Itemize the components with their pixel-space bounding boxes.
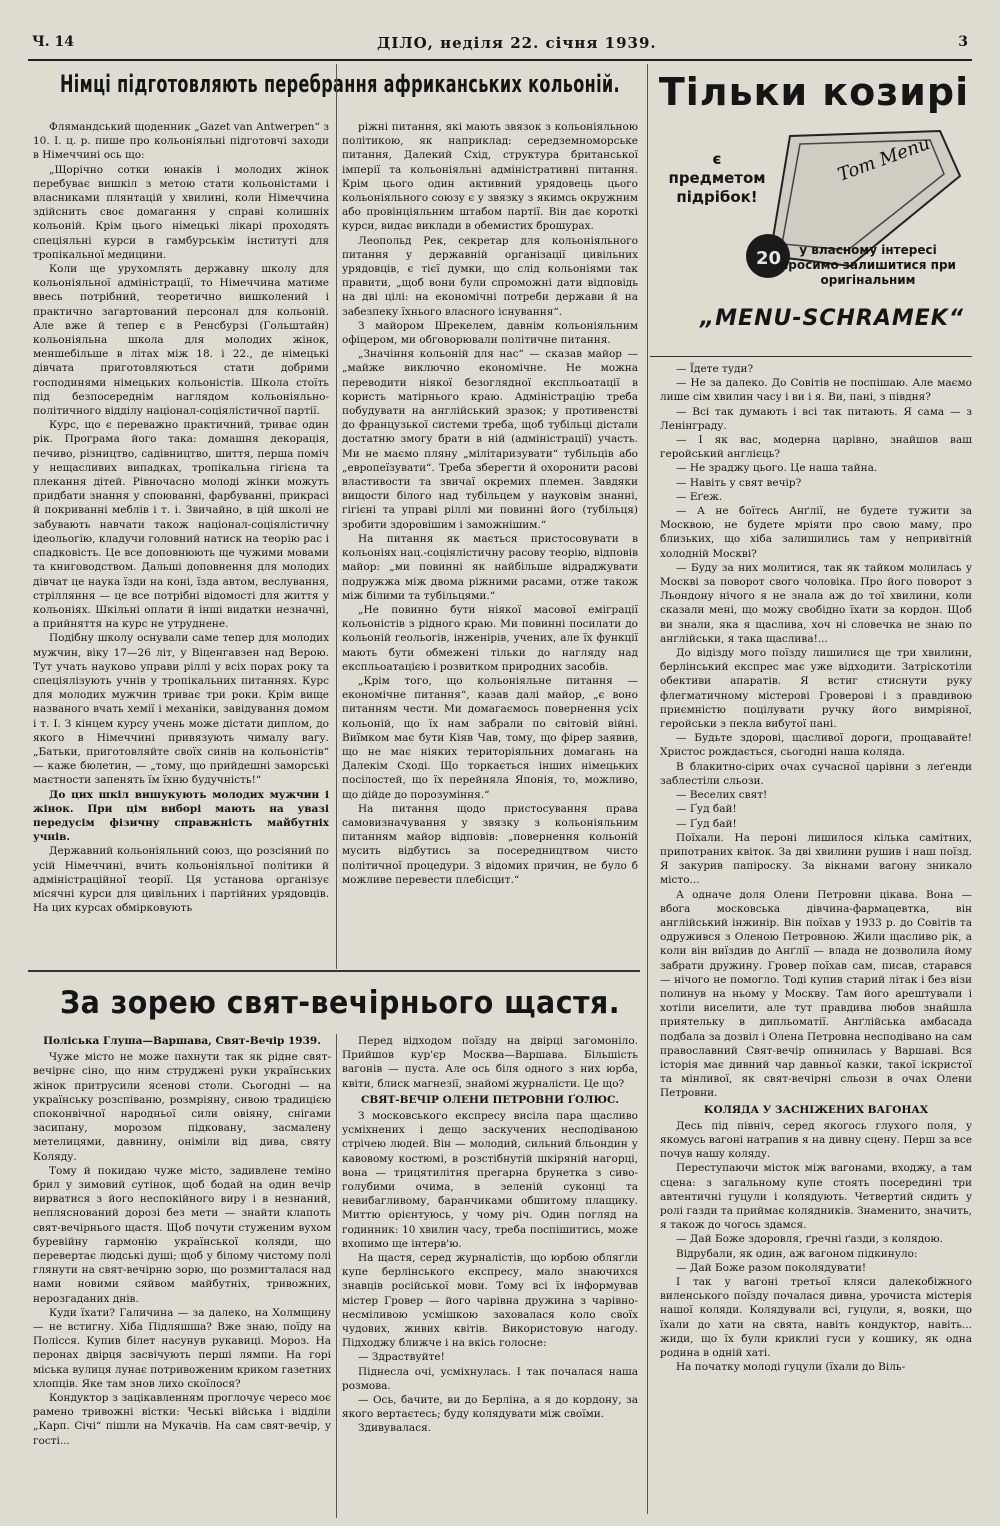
paragraph: Чуже місто не може пахнути так як рідне свят-вечірнє сіно, що ним струджені руки українських жінок притрусили ясенові столи. Сьогодні — на українську розспіваню, розмріяну, сивою традицією споконвічної народньої сили овіяну, снігами засипану, морозом підковану, засмалену метелицями, давнину, оніміли від дива, святу Коляду. bbox=[33, 1051, 331, 1163]
article1-headline: Німці підготовляють перебрання африканських кольоній. bbox=[60, 70, 620, 98]
paragraph: Здивувалася. bbox=[358, 1422, 432, 1435]
article2-column2 bbox=[342, 1034, 638, 1518]
ad-brand: „MENU-SCHRAMEK“ bbox=[700, 306, 965, 331]
paragraph: До цих шкіл вишукують молодих мужчин і жінок. При цім виборі мають на увазі передусім фізичну справжність майбутніх учнів. bbox=[33, 788, 329, 844]
paragraph: — Еґеж. bbox=[676, 490, 723, 503]
subheading: КОЛЯДА У ЗАСНІЖЕНИХ ВАГОНАХ bbox=[703, 1103, 929, 1116]
paragraph: До відізду мого поїзду лишилися ще три хвилини, берлінський експрес має уже відходити. Затріскотіли обективи апаратів. Я встиг стиснути руку флегматичному містерові Гроверові і з правдивою приємністю поцілувати ручку його вимріяної, геройськи з пекла вибутої пані. bbox=[660, 647, 972, 731]
paragraph: Подібну школу оснували саме тепер для молодих мужчин, віку 17—26 літ, у Віценгавзен над Верою. Тут учать науково управи ріллі у всіх порах року та спеціялізують учнів у тропікальних питаннях. Курс для молодих мужчин триває три роки. Крім вище названого вчать хемії і механіки, завідування домом і т. І. З кінцем курсу учень може дістати диплом, до якого в Німеччині привязують чималу вагу. „Батьки, приготовляйте своїх синів на кольоністів“ — каже бюлетин, — „тому, що прийдешні заморські маєтности запенять їм їхню будучність!“ bbox=[33, 632, 329, 787]
ad-slogan: у власному інтересі просимо залишитися при оригінальним bbox=[780, 243, 956, 287]
paragraph: Куди їхати? Галичина — за далеко, на Холмщину — не встигну. Хіба Підляшша? Вже знаю, поїду на Полісся. Купив білет насунув рукавиці. Мороз. На перонах двірця засвічують перші лямпи. На горі міська вулиця лунає потривоженим криком газетних хлопців. Яке там знов лихо скоїлося? bbox=[33, 1306, 331, 1390]
paragraph: — Дай Боже разом поколядувати! bbox=[676, 1261, 867, 1274]
paragraph: — Дай Боже здоровля, ґречні ґазди, з колядою. bbox=[676, 1233, 943, 1246]
paragraph: — Навіть у свят вечір? bbox=[676, 476, 802, 489]
article1-column2 bbox=[342, 120, 638, 965]
paragraph: — Здраствуйте! bbox=[358, 1351, 445, 1364]
page-label: Ч. 14 bbox=[32, 34, 75, 50]
paragraph: Відрубали, як один, аж вагоном підкинуло: bbox=[676, 1247, 918, 1260]
paragraph: А одначе доля Олени Петровни цікава. Вона — вбога московська дівчина-фармацевтка, він англійський інжинір. Він поїхав у 1933 р. до Совітів та одружився з Оленою Петровною. Жили щасливо рік, а коли він виїздив до Анґлії — влада не дозволила йому забрати дружину. Гровер поїхав сам, писав, старався — нічого не помогло. Тоді купив старий літак і без візи полинув на ньому у Москву. Там його арештували і хотіли виселити, але тут правдива любов знайшла приятельку в дипльоматії. Анґлійська амбасада подбала за дозвіл і Олена Петровна несподівано на сам православний Свят-вечір опинилась у Варшаві. Вся історія має дивний чар давньої казки, такої іскристої та мінливої, як свят-вечірні сльози в очах Олени Петровни. bbox=[660, 888, 972, 1100]
column-divider bbox=[647, 64, 648, 1514]
paragraph: Державний кольоніяльний союз, що розсіяний по усій Німеччині, вчить кольоніяльної політики й адміністраційної теорії. Ця установа організує місячні курси для цивільних і партійних урядовців. На цих курсах обмірковують bbox=[33, 845, 329, 915]
paragraph: — Не зраджу цього. Це наша тайна. bbox=[676, 462, 878, 475]
ad-divider bbox=[650, 356, 972, 357]
paragraph: ріжні питання, які мають звязок з кольоніяльною політикою, як наприклад: середземноморське питання, Далекий Схід, структура британської імперії та кольоніяльні адміністративні питання. Крім цього один активний урядовець цього кольоніяльного союзу є у звязку з якимсь окружним або провінціяльним штабом партії. Він дає короткі курси, видає виклади в обемистих брошурах. bbox=[342, 121, 638, 233]
column-divider bbox=[336, 64, 337, 969]
paragraph: Тому й покидаю чуже місто, задивлене теміно брил у зимовий сутінок, щоб бодай на один вечір вирватися з його неспокійного виру і в незнаний, непляснований дорозі без мети — знайти клапоть свят-вечірнього щастя. Щоб почути стуженим вухом буревійну гармонію української коляди, що перевертає людські душі; щоб у білому чистому полі глянути на свят-вечірню зорю, що розмигталася над нами новими сяйвом майбутніх, тривожних, нерозгаданих днів. bbox=[33, 1164, 331, 1305]
article2-headline: За зорею свят-вечірнього щастя. bbox=[60, 985, 620, 1021]
ad-pack-label: Tom Menu bbox=[835, 132, 933, 186]
paragraph: Перед відходом поїзду на двірці загомоніло. Прийшов кур'єр Москва—Варшава. Більшість вагонів — пуста. Але ось біля одного з них юрба, квіти, блиск магнезії, знайомі журналісти. Це що? bbox=[342, 1035, 638, 1090]
article-divider bbox=[28, 970, 640, 972]
paragraph: Кондуктор з зацікавленням проглочує чересо моє рамено тривожні вістки: Чеські війська і відділи „Карп. Січі“ пішли на Мукачів. На сам свят-вечір, у гості... bbox=[33, 1392, 331, 1447]
paragraph: — Всі так думають і всі так питають. Я сама — з Ленінграду. bbox=[660, 405, 972, 432]
subheading: СВЯТ-ВЕЧІР ОЛЕНИ ПЕТРОВНИ ҐОЛЮС. bbox=[361, 1093, 619, 1106]
paragraph: З майором Шрекелем, давнім кольоніяльним офіцером, ми обговорювали політичне питання. bbox=[342, 319, 638, 347]
paragraph: — Буду за них молитися, так як тайком молилась у Москві за поворот свого чоловіка. Про його поворот з Льондону нічого я не знала аж до тої хвилини, коли сказали мені, що можу свобідно їхати за кордон. Щоб ви знали, яка я щаслива, хоч ні словечка не знаю по анґлійськи, я така щаслива!... bbox=[660, 561, 972, 645]
paragraph: І так у вагоні третьої кляси далекобіжного виленського поїзду почалася дивна, урочиста містерія нашої коляди. Колядували всі, гуцули, я, вояки, що їхали до хати на свята, навіть кондуктор, навіть... жиди, що їх були криклиі гуси у кошику, як одна родина в одній хаті. bbox=[660, 1276, 972, 1360]
paragraph: Коли ще урухомлять державну школу для кольоніяльної адміністрації, то Німеччина матиме ввесь потрібний, теоретично вишколений і практично загартований персонал для кольоній. Але вже й тепер є в Ренсбурзі (Гольштайн) кольоніяльна школа для молодих жінок, меншебільше в літах між 18. і 22., де німецькі дівчата приготовляються стати добрими господинями німецьких кольоністів. Школа стоїть під безпосереднім наглядом кольоніяльно-політичного відділу націонал-соціялістичної партії. bbox=[33, 263, 329, 418]
paragraph: — А не боїтесь Анґлії, не будете тужити за Москвою, не будете мріяти про свою маму, про близьких, що хіба залишились там у непривітній холодній Москві? bbox=[660, 505, 972, 560]
right-column-story bbox=[660, 362, 972, 1518]
article2-dateline: Поліська Глуша—Варшава, Свят-Вечір 1939. bbox=[43, 1035, 321, 1047]
paragraph: На питання як мається пристосовувати в кольоніях нац.-соціялістичну расову теорію, відповів майор: „ми повинні як найбільше відраджувати подружжа між двома ріжними расами, отже також між білими та тубільцями.“ bbox=[342, 532, 638, 602]
paragraph: „Значіння кольоній для нас“ — сказав майор — „майже виключно економічне. Не можна переводити ніякої безоглядної експльоатації в користь матірнього краю. Адміністрацію треба побудувати на англійський зразок; у противенстві до французької системи треба, щоб тубільці дістали достатню змогу брати в ній (адміністрації) участь. Ми не маємо пляну „мілітаризувати“ тубільців або „европеїзувати“. Треба зберегти й охоронити расові властивости та звичаї окремих племен. Завдяки вищости білого над тубільцем у науковім знанні, гігієні та управі ріллі ми повинні його (тубільця) зробити здоровішим і заможнішим.“ bbox=[342, 348, 638, 531]
column-divider bbox=[336, 1034, 337, 1518]
masthead: ДІЛО, неділя 22. січня 1939. bbox=[377, 34, 657, 52]
page-header bbox=[32, 34, 968, 56]
article2-column1 bbox=[33, 1034, 331, 1518]
article1-column1 bbox=[33, 120, 329, 965]
paragraph: Десь під північ, серед якогось глухого поля, у якомусь вагоні натрапив я на дивну сцену. Перш за все почув нашу коляду. bbox=[660, 1119, 972, 1161]
ad-badge: 20 bbox=[756, 248, 782, 269]
ad-title: Тільки козирі bbox=[658, 70, 970, 114]
paragraph: „Не повинно бути ніякої масової еміграції кольоністів з рідного краю. Ми повинні посилати до кольоній геольогів, інженірів, учених, але їх функції мають бути обмежені тільки до нагляду над експльоатацією і розвитком природних засобів. bbox=[342, 603, 638, 673]
page-number: 3 bbox=[958, 34, 968, 50]
paragraph: — Веселих свят! bbox=[676, 789, 768, 802]
ad-tagline: є предметом підрібок! bbox=[668, 150, 766, 206]
paragraph: Піднесла очі, усміхнулась. І так почалася наша розмова. bbox=[342, 1365, 638, 1392]
paragraph: — Не за далеко. До Совітів не поспішаю. Але маємо лише сім хвилин часу і ви і я. Ви, пані, з півдня? bbox=[660, 377, 972, 404]
header-rule bbox=[28, 59, 972, 61]
paragraph: З московського експресу висіла пара щасливо усміхнених і дещо заскучених несподіваною стрічею людей. Він — молодий, сильний бльондин у кавовому костюмі, в розстібнутій шкіряній нагорці, вона — трицятилітня прегарна брунетка з сиво-голубими очима, в зеленій суконці та невибагливому, баранчиками обшитому плащику. Миттю орієнтуюсь, у чому річ. Один погляд на годинник: 10 хвилин часу, треба поспішитись, може вхопимо ще інтерв'ю. bbox=[342, 1110, 638, 1250]
paragraph: Леопольд Рек, секретар для кольоніяльного питання у державній організації цивільних урядовців, є тієї думки, що слід кольоніями так правити, „щоб вони були спроможні дати відповідь на дві цілі: на економічні потреби держави й на забезпеку їхнього власного існування“. bbox=[342, 234, 638, 318]
paragraph: — І як вас, модерна царівно, знайшов ваш геройський англієць? bbox=[660, 434, 972, 461]
paragraph: Флямандський щоденник „Gazet van Antwerpen“ з 10. І. ц. р. пише про кольоніяльні підготовчі заходи в Німеччині ось що: bbox=[33, 121, 329, 162]
paragraph: Переступаючи місток між вагонами, входжу, а там сцена: з загальному купе стоять посередині три автентичні гуцули і колядують. Четвертий сидить у ролі газди та приймає колядників. Знаменито, значить, я також до чогось здамся. bbox=[660, 1162, 972, 1232]
paragraph: Курс, що є переважно практичний, триває один рік. Програма його така: домашня декорація, печиво, різництво, садівництво, шиття, перша поміч у нещасливих випадках, тропікальна гігієна та плекання дітей. Рівночасно молоді жінки можуть придбати знання у споюванні, фарбуванні, прикрасі й покриванні меблів і т. і. Звичайно, в цій школі не забувають навчати також націонал-соціялістичну ідеольогію, кладучи головний натиск на теорію рас і спадковість. Це все доповнюють ще чужими мовами та книговодством. Дальші доповнення для молодих дівчат це наука їзди на коні, їзда автом, веслування, стрілляння — це все потрібні відомості для життя у кольоніях. Шкільні оплати й інші видатки незначні, а прийняття на курс не утруднене. bbox=[33, 419, 329, 631]
paragraph: — Ось, бачите, ви до Берліна, а я до кордону, за якого вертаєтесь; буду колядувати між своїми. bbox=[342, 1394, 638, 1421]
paragraph: — Ґуд бай! bbox=[676, 817, 737, 830]
paragraph: На щастя, серед журналістів, що юрбою обляґли купе берлінського експресу, мало знаючихся знавців російської мови. Тому всі їх інформував містер Гровер — його чарівна дружина з чарівно-несміливою усмішкою заховалася коло своїх чудових, живих квітів. Використовую нагоду. Підходжу ближче і на вкісь голосне: bbox=[342, 1252, 638, 1350]
paragraph: На питання щодо пристосування права самовизначування у звязку з кольоніяльним питанням майор відповів: „повернення кольоній мусить відбутись за посередництвом чисто політичної процедури. З відомих причин, не було б можливе перевести плебісцит.“ bbox=[342, 802, 638, 886]
paragraph: На початку молоді гуцули (їхали до Віль- bbox=[676, 1361, 906, 1374]
paragraph: „Крім того, що кольоніяльне питання — економічне питання“, казав далі майор, „є воно питанням чести. Ми домагаємось повернення усіх кольоній, що їх нам забрали по світовій війні. Виїмком має бути Кіяв Чав, тому, що фірер заявив, що не має ніяких територіяльних домагань на Далекім Сході. Що торкається інших німецьких посілостей, що їх перейняла Японія, то, можливо, що дійде до порозуміння.“ bbox=[342, 674, 638, 801]
paragraph: В блакитно-сірих очах сучасної царівни з леґенди заблестіли сльози. bbox=[660, 760, 972, 787]
paragraph: — Ґуд бай! bbox=[676, 803, 737, 816]
paragraph: Поїхали. На пероні лишилося кілька самітних, припотраних квіток. За дві хвилини рушив і наш поїзд. Я закурив папіроску. За вікнами вагону зникало місто... bbox=[660, 831, 972, 887]
paragraph: „Щорічно сотки юнаків і молодих жінок перебуває вишкіл з метою стати кольоністами і власниками плянтацій у хвилині, коли Німеччина здійснить своє домагання у справі колишніх кольоній. Крім цього німецькі лікарі проходять спеціяльні курси в гамбурськім інституті для тропікальної медицини. bbox=[33, 163, 329, 261]
paragraph: — Їдете туди? bbox=[676, 363, 754, 375]
paragraph: — Будьте здорові, щасливої дороги, прощавайте! Христос рождається, сьогодні наша коляда. bbox=[660, 732, 972, 759]
